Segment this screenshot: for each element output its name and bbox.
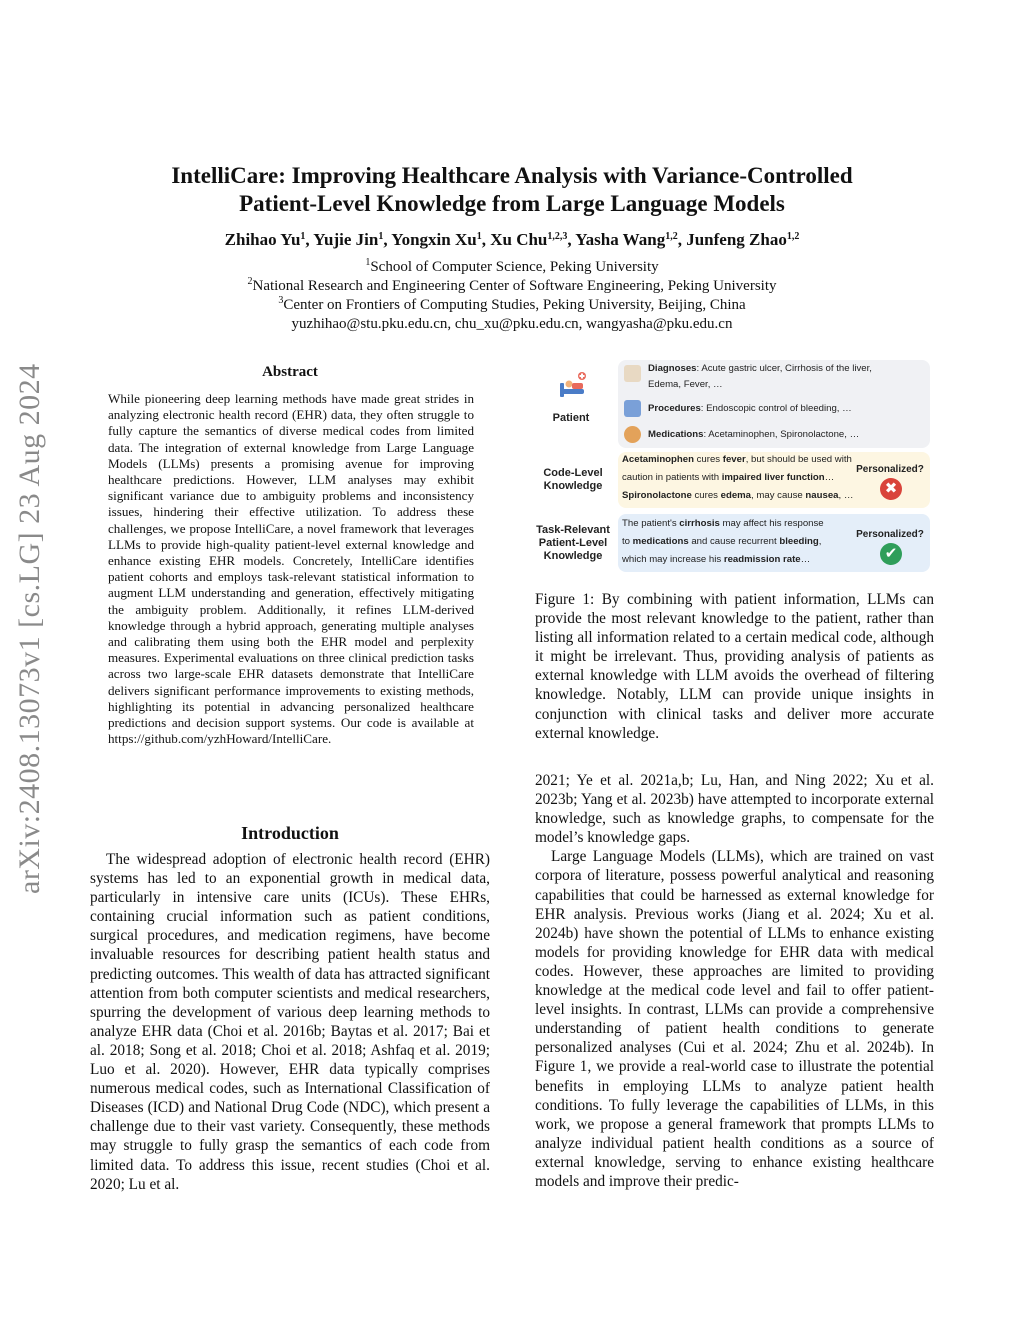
code-level-label-line: Knowledge [543,480,603,492]
aff-text: School of Computer Science, Peking University [370,259,659,275]
term-fever: fever [722,454,746,465]
procedures-value: : Endoscopic control of bleeding, … [700,403,852,414]
term-spironolactone: Spironolactone [622,490,692,501]
aff-text: National Research and Engineering Center of Software Engineering, Peking University [252,278,777,294]
task-level-label-line: Task-Relevant [536,524,610,536]
task-level-label-line: Knowledge [543,550,603,562]
diagnoses-line-2: Edema, Fever, … [648,379,723,390]
code-level-label [532,467,614,493]
introduction-heading: Introduction [241,823,339,843]
author-list: Zhihao Yu$^1$, Yujie Jin$^1$, Yongxin Xu$^1$, Xu Chu$^{1,2,3}$, Yasha Wang$^{1,2}$, Junfeng Zhao$^{1,2}$ [224,230,800,249]
author-name: Yujie Jin [313,230,379,249]
text-span: cures [693,454,723,465]
figure-1 [532,357,936,579]
title-line-2: Patient-Level Knowledge from Large Language Models [239,191,785,216]
text-span: cures [691,490,721,501]
procedures-key: Procedures [648,403,701,414]
procedures-line [648,400,852,418]
check-icon: ✔ [880,543,902,565]
term-nausea: nausea [805,490,839,501]
text-span: , [818,536,822,547]
author-name: Yasha Wang [575,230,666,249]
term-liver-function: impaired liver function [721,472,825,483]
aff-sup: 1 [365,257,371,268]
personalized-question: Personalized? [856,464,924,475]
title-line-1: IntelliCare: Improving Healthcare Analysis with Variance-Controlled [171,163,853,188]
term-readmission-rate: readmission rate [723,554,801,565]
patient-bed-icon [558,371,588,401]
author-sup: 1 [476,231,482,242]
right-column [535,771,934,1191]
text-span: to [622,536,633,547]
patient-label: Patient [552,412,590,424]
procedure-icon [624,400,641,417]
author-name: Zhihao Yu [224,230,301,249]
text-span: and cause recurrent [688,536,780,547]
author-sup: 1,2 [665,231,678,242]
paper-title [90,162,934,218]
text-span: The patient's [622,518,680,529]
affiliation [90,258,934,277]
term-cirrhosis: cirrhosis [679,518,720,529]
affiliation [90,296,934,315]
text-span: … [800,554,811,565]
cross-icon: ✖ [880,478,902,500]
author-sup: 1 [300,231,306,242]
author-sup: 1,2 [786,231,800,242]
term-bleeding: bleeding [779,536,819,547]
figure-caption: Figure 1: By combining with patient information, LLMs can provide the most relevant knowledge to the patient, rather than listing all information related to a certain medical code, although it might be irrelevant. Thus, providing analysis of patients as external knowledge with LLM avoids the overhead of filtering knowledge. Notably, LLM can provide unique insights in conjunction with clinical tasks and deliver more accurate external knowledge. [535,591,934,742]
pills-icon [624,426,641,443]
author-sup: 1 [378,231,384,242]
task-line-1 [622,515,824,533]
term-medications: medications [632,536,689,547]
author-name: Yongxin Xu [391,230,477,249]
code-line-1 [622,451,852,469]
text-span: , may cause [751,490,806,501]
diagnoses-value: : Acute gastric ulcer, Cirrhosis of the liver, [696,363,872,374]
term-acetaminophen: Acetaminophen [622,454,694,465]
intro-paragraph-1: The widespread adoption of electronic health record (EHR) systems has led to an exponential growth in medical data, particularly in intensive care units (ICUs). These EHRs, containing crucial information such as patient conditions, surgical procedures, and medication regimens, have become invaluable resources for describing patient health status and predicting outcomes. This wealth of data has attracted significant attention from both computer scientists and medical researchers, spurring the development of various deep learning methods to analyze EHR data (Choi et al. 2016b; Baytas et al. 2017; Bai et al. 2018; Song et al. 2018; Choi et al. 2018; Ashfaq et al. 2019; Luo et al. 2020). However, EHR data typically comprises numerous medical codes, such as International Classification of Diseases (ICD) and National Drug Code (NDC), which present a challenge due to their vast variety. Consequently, these methods may struggle to fully grasp the semantics of each code from limited data. To address this issue, recent studies (Choi et al. 2020; Lu et al. [90,851,490,1193]
code-level-box [618,452,930,508]
arxiv-stamp: arXiv:2408.13073v1 [cs.LG] 23 Aug 2024 [13,363,46,894]
text-span: caution in patients with [622,472,722,483]
author-sup: 1,2,3 [547,231,568,242]
text-span: may affect his response [719,518,824,529]
affiliations [90,258,934,334]
task-line-2 [622,533,821,551]
code-line-2 [622,469,834,487]
diagnoses-line [648,361,872,377]
code-line-3 [622,487,853,505]
abstract-text: While pioneering deep learning methods have made great strides in analyzing electronic health record (EHR) data, they often struggle to fully capture the semantics of diverse medical codes from limited data. The integration of external knowledge from Large Language Models (LLMs) presents a promising avenue for improving healthcare predictions. However, LLM analyses may exhibit significant variance due to ambiguity problems and inconsistency issues, hindering their effective utilization. To address these challenges, we propose IntelliCare, a novel framework that leverages LLMs to provide high-quality patient-level external knowledge and enhance existing EHR models. Concretely, IntelliCare identifies patient cohorts and employs task-relevant statistical information to augment LLM understanding and generation, effectively mitigating the ambiguity problem. Additionally, it refines LLM-derived knowledge through a hybrid approach, generating multiple analyses and calibrating them using both the EHR model and perplexity measures. Experimental evaluations on three clinical prediction tasks across two large-scale EHR datasets demonstrate that IntelliCare delivers significant performance improvements to existing methods, highlighting its potential in advancing personalized healthcare predictions and decision support systems. Our code is available at https://github.com/yzhHoward/IntelliCare. [108,391,474,747]
author-name: Junfeng Zhao [686,230,787,249]
task-level-label-line: Patient-Level [538,537,608,549]
task-level-label [532,524,614,563]
medications-line [648,426,859,444]
medications-value: : Acetaminophen, Spironolactone, … [703,429,860,440]
text-span: , … [838,490,854,501]
code-level-label-line: Code-Level [543,467,603,479]
intro-paragraph-1-continued: 2021; Ye et al. 2021a,b; Lu, Han, and Ning 2022; Xu et al. 2023b; Yang et al. 2023b) have attempted to incorporate external knowledge, such as knowledge graphs, to compensate for the model’s knowledge gaps. [535,772,934,847]
medications-key: Medications [648,429,704,440]
left-column [90,850,490,1194]
text-span: , but should be used with [745,454,852,465]
text-span: … [824,472,835,483]
aff-sup: 3 [278,295,284,306]
affiliation [90,277,934,296]
aff-text: Center on Frontiers of Computing Studies, Peking University, Beijing, China [283,297,746,313]
aff-sup: 2 [247,276,253,287]
personalized-question: Personalized? [856,529,924,540]
author-name: Xu Chu [490,230,548,249]
task-line-3 [622,551,810,569]
task-level-box [618,514,930,572]
abstract-heading: Abstract [262,364,318,380]
diagnoses-key: Diagnoses [648,363,697,374]
emails: yuzhihao@stu.pku.edu.cn, chu_xu@pku.edu.cn, wangyasha@pku.edu.cn [291,316,733,332]
clipboard-icon [624,365,641,382]
intro-paragraph-2: Large Language Models (LLMs), which are trained on vast corpora of literature, possess powerful analytical and reasoning capabilities that could be harnessed as external knowledge for EHR analysis. Previous works (Jiang et al. 2024; Xu et al. 2024b) have shown the potential of LLMs to enhance existing models for providing knowledge for EHR data with medical codes. However, these approaches are limited to providing knowledge at the medical code level and fail to offer patient-level insights. In contrast, LLMs can provide a comprehensive understanding of patient health conditions to generate personalized analyses (Cui et al. 2024; Zhu et al. 2024b). In Figure 1, we provide a real-world case to illustrate the potential benefits in employing LLMs to analyze patient health conditions. To fully leverage the capabilities of LLMs, in this work, we propose a general framework that prompts LLMs to analyze individual patient health conditions as a source of external knowledge, serving to enhance existing healthcare models and improve their predic- [535,848,934,1190]
patient-info-box [618,360,930,448]
term-edema: edema [720,490,752,501]
text-span: which may increase his [622,554,724,565]
